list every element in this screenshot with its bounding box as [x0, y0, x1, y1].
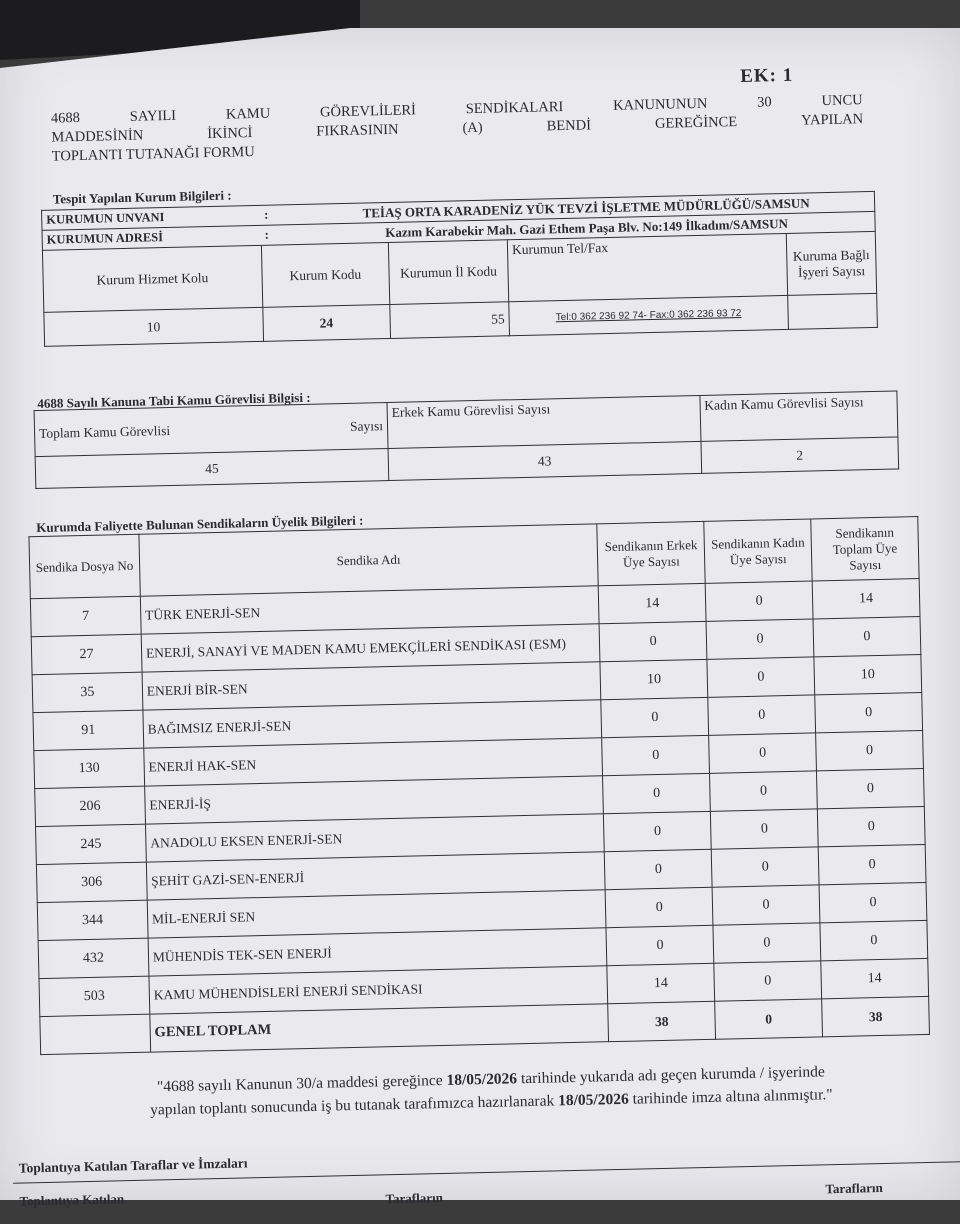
erkek-uye-cell: 0 [606, 925, 714, 965]
hizmet-kolu-value: 10 [44, 307, 263, 346]
kadin-uye-cell: 0 [709, 733, 817, 773]
kurum-table [41, 191, 878, 347]
unvan-value: TEİAŞ ORTA KARADENİZ YÜK TEVZİ İŞLETME MÜDÜRLÜĞÜ/SAMSUN [298, 191, 875, 224]
sendika-name-cell: ENERJİ-İŞ [144, 776, 603, 824]
kadin-uye-cell: 0 [708, 695, 816, 735]
toplam-uye-cell: 14 [821, 958, 929, 998]
taraflar-col-1: Toplantıya Katılan [19, 1191, 125, 1209]
genel-toplam-erkek: 38 [608, 1001, 716, 1041]
isyeri-sayisi-header: Kuruma Bağlı İşyeri Sayısı [786, 231, 876, 295]
closing-part-3: tarihinde imza altına alınmıştır." [628, 1086, 833, 1108]
kadin-uye-cell: 0 [712, 885, 820, 925]
heading-word: 4688 [50, 109, 81, 127]
closing-statement [141, 1060, 842, 1122]
sendika-name-cell: TÜRK ENERJİ-SEN [140, 586, 599, 634]
adres-label: KURUMUN ADRESİ [42, 225, 261, 250]
erkek-uye-header: Sendikanın Erkek Üye Sayısı [597, 521, 705, 585]
heading-word: BENDİ [546, 117, 592, 135]
erkek-gorevli-header: Erkek Kamu Görevlisi Sayısı [387, 395, 701, 448]
erkek-uye-cell: 14 [607, 963, 715, 1003]
heading-word: KANUNUNUN [612, 95, 708, 114]
il-kodu-value: 55 [390, 302, 510, 339]
heading-word: GÖREVLİLERİ [319, 102, 417, 121]
erkek-uye-cell: 0 [601, 697, 709, 737]
sendika-name-cell: BAĞIMSIZ ENERJİ-SEN [143, 700, 602, 748]
erkek-uye-cell: 0 [599, 621, 707, 661]
sendika-name-cell: ŞEHİT GAZİ-SEN-ENERJİ [146, 852, 605, 900]
toplam-uye-cell: 0 [817, 806, 925, 846]
toplam-uye-cell: 10 [814, 655, 922, 695]
isyeri-sayisi-value [788, 293, 878, 329]
toplam-gorevli-header [34, 403, 388, 457]
dosya-no-cell: 206 [35, 786, 146, 826]
closing-date-2: 18/05/2026 [557, 1090, 629, 1110]
kurum-section-title: Tespit Yapılan Kurum Bilgileri : [52, 187, 232, 207]
toplam-gorevli-value: 45 [35, 449, 389, 489]
kadin-uye-cell: 0 [705, 581, 813, 621]
sendika-name-cell: ENERJİ HAK-SEN [144, 738, 603, 786]
sendika-name-cell: ANADOLU EKSEN ENERJİ-SEN [145, 814, 604, 862]
dosya-no-cell: 91 [33, 710, 144, 750]
toplam-uye-header: Sendikanın Toplam Üye Sayısı [811, 517, 919, 581]
taraflar-col-2: Tarafların [385, 1189, 444, 1207]
dosya-no-cell: 344 [37, 900, 148, 940]
kadin-uye-cell: 0 [710, 771, 818, 811]
kadin-uye-cell: 0 [711, 809, 819, 849]
toplam-uye-cell: 0 [819, 882, 927, 922]
dosya-no-cell: 27 [31, 634, 142, 674]
sendika-name-cell: ENERJİ BİR-SEN [142, 662, 601, 710]
sendika-table [28, 516, 930, 1055]
heading-word: GEREĞİNCE [654, 114, 738, 132]
kadin-uye-cell: 0 [711, 847, 819, 887]
sendika-name-cell: KAMU MÜHENDİSLERİ ENERJİ SENDİKASI [149, 966, 608, 1014]
sendika-section-title: Kurumda Faliyette Bulunan Sendikaların Üyelik Bilgileri : [36, 512, 364, 536]
total-dosya-cell [40, 1014, 151, 1054]
erkek-uye-cell: 0 [605, 849, 713, 889]
heading-word: FIKRASININ [316, 121, 399, 140]
heading-word: UNCU [821, 92, 863, 110]
genel-toplam-kadin: 0 [715, 999, 823, 1039]
erkek-uye-cell: 14 [598, 583, 706, 623]
sendika-name-cell: MÜHENDİS TEK-SEN ENERJİ [148, 928, 607, 976]
toplam-uye-cell: 0 [818, 844, 926, 884]
toplam-uye-cell: 0 [813, 617, 921, 657]
toplam-uye-cell: 0 [820, 920, 928, 960]
taraflar-title: Toplantıya Katılan Taraflar ve İmzaları [18, 1155, 248, 1176]
il-kodu-header: Kurumun İl Kodu [388, 240, 508, 305]
erkek-gorevli-value: 43 [388, 441, 701, 480]
heading-word: YAPILAN [800, 111, 864, 129]
toplam-gorevli-label: Toplam Kamu Görevlisi [38, 422, 171, 441]
hizmet-kolu-header: Kurum Hizmet Kolu [42, 245, 262, 312]
dosya-no-cell: 306 [36, 862, 147, 902]
heading-word: SENDİKALARI [465, 98, 564, 118]
tel-fax-header: Kurumun Tel/Fax [507, 233, 787, 301]
erkek-uye-cell: 0 [602, 735, 710, 775]
tel-fax-value: Tel:0 362 236 92 74- Fax:0 362 236 93 72 [509, 295, 789, 335]
kadin-uye-cell: 0 [714, 961, 822, 1001]
kadin-uye-cell: 0 [713, 923, 821, 963]
heading-word: KAMU [225, 105, 271, 123]
sendika-rows [30, 579, 928, 1017]
form-heading [51, 91, 864, 166]
toplam-uye-cell: 0 [815, 693, 923, 733]
sendika-adi-header: Sendika Adı [139, 524, 599, 596]
toplam-uye-cell: 0 [816, 730, 924, 770]
erkek-uye-cell: 0 [604, 811, 712, 851]
genel-toplam-toplam: 38 [822, 996, 930, 1036]
heading-word: (A) [462, 119, 483, 137]
kurum-kodu-header: Kurum Kodu [261, 242, 390, 307]
kurum-kodu-value: 24 [262, 304, 390, 341]
erkek-uye-cell: 0 [605, 887, 713, 927]
dosya-no-header: Sendika Dosya No [29, 534, 140, 598]
dosya-no-cell: 503 [39, 976, 150, 1016]
sendika-name-cell: MİL-ENERJİ SEN [147, 890, 606, 938]
heading-line-3: TOPLANTI TUTANAĞI FORMU [51, 143, 255, 165]
unvan-label: KURUMUN UNVANI [42, 205, 261, 230]
erkek-uye-cell: 10 [600, 659, 708, 699]
toplam-gorevli-sayisi: Sayısı [349, 417, 384, 434]
toplam-uye-cell: 0 [817, 768, 925, 808]
adres-value: Kazım Karabekir Mah. Gazi Ethem Paşa Blv. No:149 İlkadım/SAMSUN [298, 211, 875, 244]
kadin-uye-cell: 0 [707, 657, 815, 697]
dosya-no-cell: 35 [32, 672, 143, 712]
sendika-name-cell: ENERJİ, SANAYİ VE MADEN KAMU EMEKÇİLERİ SENDİKASI (ESM) [141, 624, 600, 672]
heading-word: İKİNCİ [207, 125, 253, 143]
heading-word: 30 [757, 94, 772, 111]
dosya-no-cell: 432 [38, 938, 149, 978]
kadin-uye-cell: 0 [706, 619, 814, 659]
adres-colon: : [260, 225, 298, 246]
unvan-colon: : [260, 205, 298, 226]
dosya-no-cell: 7 [30, 596, 141, 636]
kadin-gorevli-value: 2 [701, 437, 899, 473]
closing-part-1: "4688 sayılı Kanunun 30/a maddesi gereğince [156, 1071, 447, 1096]
erkek-uye-cell: 0 [603, 773, 711, 813]
ek-label: EK: 1 [739, 64, 794, 87]
taraflar-col-3: Tarafların [825, 1180, 883, 1197]
toplam-uye-cell: 14 [812, 579, 920, 619]
genel-toplam-label: GENEL TOPLAM [150, 1004, 609, 1052]
dosya-no-cell: 245 [36, 824, 147, 864]
heading-word: MADDESİNİN [51, 127, 144, 146]
kadin-gorevli-header: Kadın Kamu Görevlisi Sayısı [700, 391, 898, 441]
kadin-uye-header: Sendikanın Kadın Üye Sayısı [704, 519, 812, 583]
closing-date-1: 18/05/2026 [446, 1070, 518, 1089]
heading-word: SAYILI [129, 107, 177, 125]
dosya-no-cell: 130 [34, 748, 145, 788]
closing-part-2: tarihinde yukarıda adı geçen kurumda / işyerinde yapılan toplantı sonucunda iş bu tutanak tarafımızca hazırlanarak [150, 1063, 825, 1119]
gorevli-section-title: 4688 Sayılı Kanuna Tabi Kamu Görevlisi Bilgisi : [37, 389, 311, 411]
